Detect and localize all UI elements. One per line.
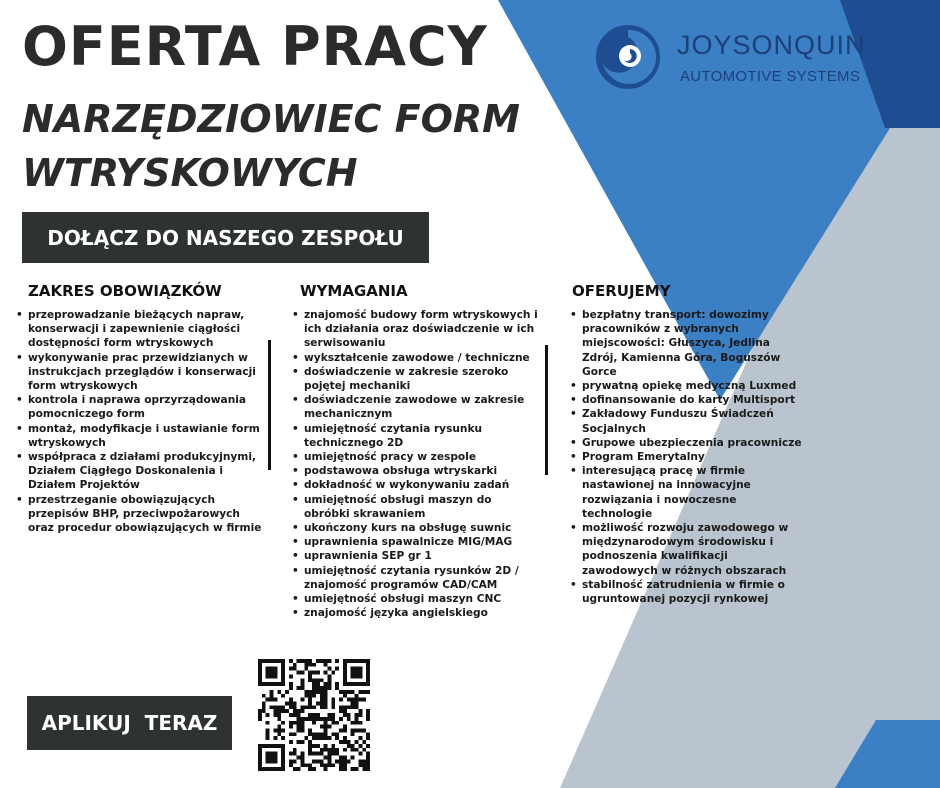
list-item: • dokładność w wykonywaniu zadań: [304, 478, 538, 492]
list-item: • interesującą pracę w firmie nastawionej na innowacyjne rozwiązania i nowoczesne technologie: [582, 464, 804, 521]
list-item: • przeprowadzanie bieżących napraw, konserwacji i zapewnienie ciągłości dostępności form wtryskowych: [28, 308, 264, 351]
list-item: • możliwość rozwoju zawodowego w międzynarodowym środowisku i podnoszenia kwalifikacji zawodowych w różnych obszarach: [582, 521, 804, 578]
list-item: • wykonywanie prac przewidzianych w instrukcjach przeglądów i konserwacji form wtryskowych: [28, 351, 264, 394]
list-item: • uprawnienia spawalnicze MIG/MAG: [304, 535, 538, 549]
list-item: • montaż, modyfikacje i ustawianie form wtryskowych: [28, 422, 264, 450]
list-item: • umiejętność pracy w zespole: [304, 450, 538, 464]
qr-code-icon[interactable]: [258, 659, 370, 771]
company-logo: [593, 22, 873, 92]
duties-heading: ZAKRES OBOWIĄZKÓW: [28, 282, 222, 300]
list-item: • przestrzeganie obowiązujących przepisów BHP, przeciwpożarowych oraz procedur obowiązujących w firmie: [28, 493, 264, 536]
list-item: • stabilność zatrudnienia w firmie o ugruntowanej pozycji rynkowej: [582, 578, 804, 606]
list-item: • Program Emerytalny: [582, 450, 804, 464]
list-item: • umiejętność czytania rysunku technicznego 2D: [304, 422, 538, 450]
requirements-section: [290, 282, 538, 620]
list-item: • Zakładowy Funduszu Świadczeń Socjalnych: [582, 407, 804, 435]
requirements-heading: WYMAGANIA: [300, 282, 408, 300]
list-item: • dofinansowanie do karty Multisport: [582, 393, 804, 407]
list-item: • znajomość języka angielskiego: [304, 606, 538, 620]
list-item: • kontrola i naprawa oprzyrządowania pomocniczego form: [28, 393, 264, 421]
list-item: • ukończony kurs na obsługę suwnic: [304, 521, 538, 535]
list-item: • doświadczenie w zakresie szeroko pojętej mechaniki: [304, 365, 538, 393]
duties-list: [14, 308, 264, 535]
offer-list: [568, 308, 804, 606]
duties-section: [14, 282, 264, 535]
brand-name: JOYSONQUIN: [677, 30, 866, 60]
page-subtitle: NARZĘDZIOWIEC FORM WTRYSKOWYCH: [22, 97, 520, 195]
list-item: • umiejętność obsługi maszyn CNC: [304, 592, 538, 606]
list-item: • bezpłatny transport: dowozimy pracowników z wybranych miejscowości: Głuszyca, Jedlina Zdrój, Kamienna Góra, Boguszów Gorce: [582, 308, 804, 379]
list-item: • doświadczenie zawodowe w zakresie mechanicznym: [304, 393, 538, 421]
list-item: • znajomość budowy form wtryskowych i ich działania oraz doświadczenie w ich serwisowaniu: [304, 308, 538, 351]
offer-heading: OFERUJEMY: [572, 282, 671, 300]
offer-section: [568, 282, 804, 606]
list-item: • współpraca z działami produkcyjnymi, Działem Ciągłego Doskonalenia i Działem Projektów: [28, 450, 264, 493]
brand-tagline: AUTOMOTIVE SYSTEMS: [680, 68, 861, 85]
requirements-list: [290, 308, 538, 620]
list-item: • Grupowe ubezpieczenia pracownicze: [582, 436, 804, 450]
apply-now-button[interactable]: APLIKUJ TERAZ: [27, 696, 232, 750]
page-title: OFERTA PRACY: [22, 15, 488, 78]
join-team-banner: DOŁĄCZ DO NASZEGO ZESPOŁU: [22, 212, 429, 263]
list-item: • umiejętność obsługi maszyn do obróbki skrawaniem: [304, 493, 538, 521]
list-item: • umiejętność czytania rysunków 2D / znajomość programów CAD/CAM: [304, 564, 538, 592]
list-item: • podstawowa obsługa wtryskarki: [304, 464, 538, 478]
column-divider: [268, 340, 271, 470]
list-item: • uprawnienia SEP gr 1: [304, 549, 538, 563]
list-item: • wykształcenie zawodowe / techniczne: [304, 351, 538, 365]
list-item: • prywatną opiekę medyczną Luxmed: [582, 379, 804, 393]
column-divider: [545, 345, 548, 475]
swirl-logo-icon: [593, 22, 663, 92]
